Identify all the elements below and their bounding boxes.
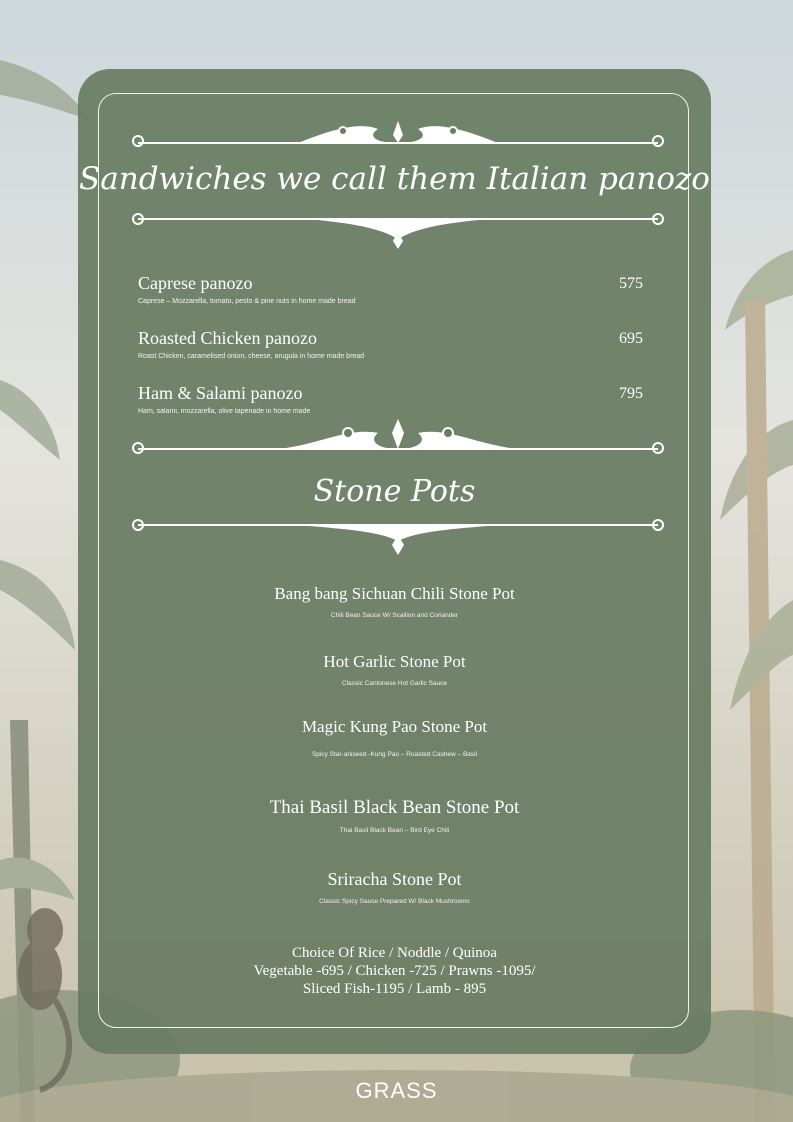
item-description: Caprese – Mozzarella, tomato, pesto & pine nuts in home made bread <box>138 298 356 305</box>
item-name: Thai Basil Black Bean Stone Pot <box>269 797 520 818</box>
ornament-divider-stonepots-top <box>128 419 668 459</box>
brand-logo: GRASS <box>355 1078 438 1103</box>
menu-item-thai-basil <box>78 797 711 834</box>
menu-card <box>78 69 711 1054</box>
item-name: Hot Garlic Stone Pot <box>323 652 466 671</box>
item-description: Thai Basil Black Bean – Bird Eye Chili <box>339 827 450 834</box>
menu-item-ham-salami <box>138 383 643 415</box>
item-description: Classic Cantonese Hot Garlic Sauce <box>341 680 448 687</box>
section-title-sandwiches: Sandwiches we call them Italian panozo <box>79 161 710 197</box>
menu-item-caprese <box>138 273 643 305</box>
item-description: Ham, salami, mozzarella, olive tapenade in home made <box>138 408 311 415</box>
menu-item-roasted-chicken <box>138 328 643 360</box>
ornament-divider-top <box>128 121 668 161</box>
ornament-divider-sandwiches <box>128 209 668 249</box>
item-price: 795 <box>619 385 643 402</box>
menu-item-hot-garlic <box>78 652 711 687</box>
item-price: 695 <box>619 330 643 347</box>
section-title-stone-pots: Stone Pots <box>313 474 476 509</box>
stone-pot-choices <box>78 944 711 998</box>
menu-item-bang-bang-sichuan <box>78 584 711 619</box>
ornament-divider-stonepots-bottom <box>128 515 668 555</box>
item-name: Sriracha Stone Pot <box>327 869 462 889</box>
choice-line-prices-2: Sliced Fish-1195 / Lamb - 895 <box>302 981 487 997</box>
item-description: Chili Bean Sauce W/ Scallion and Coriander <box>330 612 459 619</box>
item-name: Roasted Chicken panozo <box>138 328 317 348</box>
choice-line-base: Choice Of Rice / Noddle / Quinoa <box>292 945 497 961</box>
item-price: 575 <box>619 275 643 292</box>
menu-item-sriracha <box>78 869 711 905</box>
choice-line-prices-1: Vegetable -695 / Chicken -725 / Prawns -1095/ <box>253 963 536 979</box>
item-name: Magic Kung Pao Stone Pot <box>301 717 488 736</box>
item-description: Spicy Star-aniseed -Kung Pao – Roasted Cashew – Basil <box>311 751 478 758</box>
item-name: Bang bang Sichuan Chili Stone Pot <box>274 584 515 603</box>
item-description: Roast Chicken, caramelised onion, cheese, arugula in home made bread <box>138 353 365 360</box>
item-name: Caprese panozo <box>138 273 253 293</box>
item-name: Ham & Salami panozo <box>138 383 303 403</box>
menu-item-magic-kung-pao <box>78 717 711 758</box>
item-description: Classic Spicy Sauce Prepared W/ Black Mushrooms <box>319 898 470 905</box>
